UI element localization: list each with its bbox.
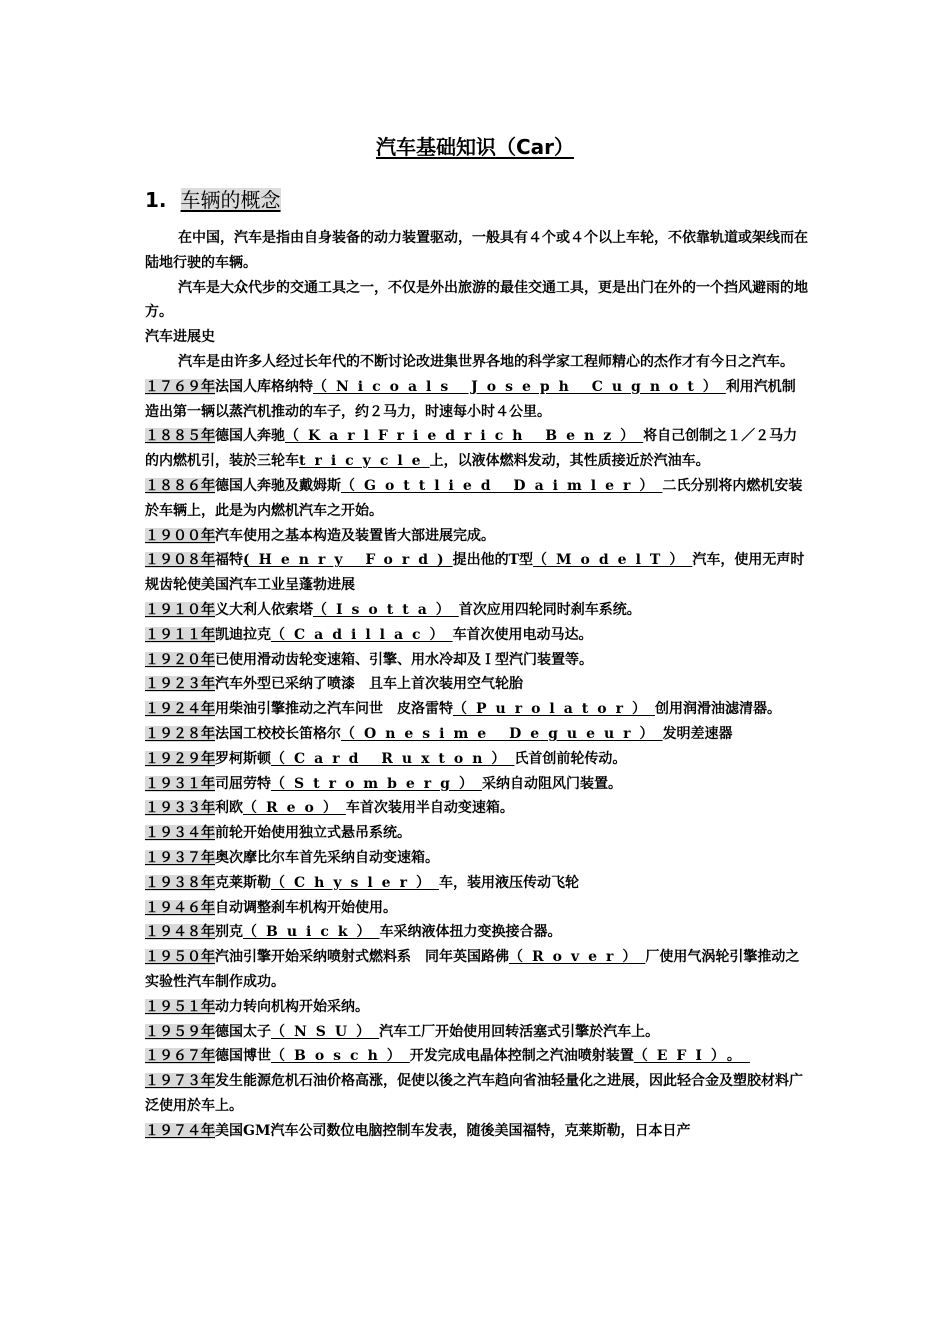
- document-title: 汽车基础知识（Car）: [375, 135, 575, 159]
- timeline-entry: [145, 995, 809, 1020]
- timeline-year: １９５０年: [145, 949, 215, 966]
- timeline-year: １９００年: [145, 527, 215, 544]
- foreign-name: （Purolator）: [453, 701, 655, 718]
- timeline-entry: [145, 623, 809, 648]
- timeline-year: １８８６年: [145, 477, 215, 494]
- foreign-name: （Rover）: [509, 949, 646, 966]
- timeline-text: 义大利人依索塔: [215, 601, 313, 618]
- timeline-text: 司屈劳特: [215, 775, 271, 792]
- timeline-year: １９０８年: [145, 552, 215, 569]
- timeline-text: 前轮开始使用独立式悬吊系统。: [215, 825, 411, 842]
- timeline-text: 利用汽机制造出第一辆以蒸汽机推动的车子，约２马力，时速每小时４公里。: [145, 378, 796, 420]
- timeline-text: 二氏分别将内燃机安装於车辆上，此是为内燃机汽车之开始。: [145, 477, 803, 519]
- timeline-entry: [145, 424, 809, 474]
- timeline-text: 动力转向机构开始采纳。: [215, 998, 369, 1015]
- timeline-text: 德国人奔驰及戴姆斯: [215, 477, 341, 494]
- timeline-entry: [145, 747, 809, 772]
- foreign-name: （Nicoals Joseph Cugnot）: [313, 378, 726, 395]
- timeline-year: １９５９年: [145, 1023, 215, 1040]
- timeline-year: １９２９年: [145, 750, 215, 767]
- document-body: [145, 226, 809, 1143]
- timeline-entry: [145, 796, 809, 821]
- timeline-entry: [145, 1044, 809, 1069]
- timeline-entry: [145, 871, 809, 896]
- timeline-text: 凯迪拉克: [215, 626, 271, 643]
- foreign-name: （Reo）: [243, 800, 346, 817]
- timeline-entry: [145, 672, 809, 697]
- timeline-entry: [145, 524, 809, 549]
- timeline-year: １９７３年: [145, 1073, 215, 1090]
- timeline-text: 发明差速器: [662, 725, 733, 742]
- foreign-name: tricycle: [299, 453, 430, 470]
- timeline-year: １９３８年: [145, 874, 215, 891]
- timeline-entry: [145, 846, 809, 871]
- foreign-name: （Onesime Degueur）: [341, 725, 663, 742]
- timeline-text: 利欧: [215, 800, 243, 817]
- timeline-text: 汽车使用之基本构造及装置皆大部进展完成。: [215, 527, 495, 544]
- timeline-text: 氏首创前轮传动。: [514, 750, 627, 767]
- timeline-year: １９３１年: [145, 775, 215, 792]
- timeline-year: １９３７年: [145, 849, 215, 866]
- timeline-text: 福特: [215, 552, 243, 569]
- timeline-year: １８８５年: [145, 428, 215, 445]
- timeline-text: 上，以液体燃料发动，其性质接近於汽油车。: [429, 453, 710, 470]
- timeline-entry: [145, 1020, 809, 1045]
- timeline-text: 德国人奔驰: [215, 428, 285, 445]
- timeline-year: １９２８年: [145, 725, 215, 742]
- timeline-text: 已使用滑动齿轮变速箱、引擎、用水冷却及Ｉ型汽门装置等。: [215, 651, 593, 668]
- timeline-text: 开发完成电晶体控制之汽油喷射装置: [409, 1048, 634, 1065]
- timeline-entry: [145, 648, 809, 673]
- timeline-text: 创用润滑油滤清器。: [655, 701, 781, 718]
- timeline-year: １９４８年: [145, 924, 215, 941]
- section-heading: [145, 185, 281, 215]
- timeline-year: １９７４年: [145, 1122, 215, 1139]
- timeline-year: １９６７年: [145, 1048, 215, 1065]
- timeline-text: 将自己创制之１／２马力的内燃机引，装於三轮车: [145, 428, 798, 470]
- timeline-entry: [145, 772, 809, 797]
- section-heading-text: 车辆的概念: [180, 188, 281, 212]
- timeline-year: １９３４年: [145, 825, 215, 842]
- timeline-year: １９２０年: [145, 651, 215, 668]
- timeline-entry: [145, 375, 809, 425]
- timeline-year: １９１１年: [145, 626, 215, 643]
- paragraph: 在中国，汽车是指由自身装备的动力装置驱动，一般具有４个或４个以上车轮，不依靠轨道或架线而在陆地行驶的车辆。: [145, 230, 808, 271]
- timeline-text: 车，装用液压传动飞轮: [438, 874, 579, 891]
- timeline-entry: [145, 920, 809, 945]
- foreign-name: （Bosch）: [271, 1048, 410, 1065]
- timeline-text: 车首次装用半自动变速箱。: [345, 800, 514, 817]
- timeline-year: １９２３年: [145, 676, 215, 693]
- timeline-text: 汽车工厂开始使用回转活塞式引擎於汽车上。: [379, 1023, 660, 1040]
- foreign-name: （Chysler）: [271, 874, 439, 891]
- timeline-text: 用柴油引擎推动之汽车问世 皮洛雷特: [215, 701, 453, 718]
- foreign-name: （Isotta）: [313, 601, 459, 618]
- foreign-name: （Gottlied Daimler）: [341, 477, 663, 494]
- section-number: 1.: [145, 188, 167, 212]
- timeline-text: 汽油引擎开始采纳喷射式燃料系 同年英国路佛: [215, 949, 509, 966]
- history-heading: 汽车进展史: [145, 329, 215, 346]
- timeline-entry: [145, 1119, 809, 1144]
- timeline-text: 车首次使用电动马达。: [452, 626, 593, 643]
- timeline: [145, 375, 809, 1144]
- foreign-name: (Henry Ford): [243, 552, 453, 569]
- timeline-text: 克莱斯勒: [215, 874, 271, 891]
- timeline-text: 发生能源危机石油价格高涨，促使以後之汽车趋向省油轻量化之进展，因此轻合金及塑胶材料广泛使用於车上。: [145, 1073, 803, 1114]
- timeline-entry: [145, 1069, 809, 1119]
- paragraph: 汽车是大众代步的交通工具之一，不仅是外出旅游的最佳交通工具，更是出门在外的一个挡风避雨的地方。: [145, 279, 808, 321]
- timeline-text: 别克: [215, 924, 243, 941]
- timeline-year: １９１０年: [145, 601, 215, 618]
- foreign-name: （NSU）: [271, 1023, 380, 1040]
- foreign-name: （ModelT）: [533, 552, 693, 569]
- history-intro: 汽车是由许多人经过长年代的不断讨论改进集世界各地的科学家工程师精心的杰作才有今日之汽车。: [178, 353, 794, 370]
- foreign-name: （Card Ruxton）: [271, 750, 515, 767]
- timeline-entry: [145, 697, 809, 722]
- timeline-entry: [145, 821, 809, 846]
- timeline-text: 罗柯斯顿: [215, 750, 271, 767]
- timeline-year: １７６９年: [145, 378, 215, 395]
- timeline-text: 首次应用四轮同时刹车系统。: [458, 601, 641, 618]
- foreign-name: （EFI）。: [633, 1048, 750, 1065]
- timeline-text: 汽车，使用无声时规齿轮使美国汽车工业呈蓬勃进展: [145, 552, 805, 594]
- foreign-name: （KarlFriedrich Benz）: [285, 428, 644, 445]
- timeline-text: 法国工校校长笛格尔: [215, 725, 341, 742]
- timeline-entry: [145, 896, 809, 921]
- timeline-year: １９３３年: [145, 800, 215, 817]
- timeline-entry: [145, 598, 809, 623]
- timeline-text: 采纳自动阻风门装置。: [481, 775, 622, 792]
- timeline-text: 厂使用气涡轮引擎推动之实验性汽车制作成功。: [145, 949, 800, 990]
- timeline-entry: [145, 722, 809, 747]
- timeline-text: 提出他的T型: [452, 552, 534, 569]
- foreign-name: （Cadillac）: [271, 626, 453, 643]
- timeline-entry: [145, 548, 809, 598]
- timeline-year: １９４６年: [145, 899, 215, 916]
- timeline-entry: [145, 474, 809, 524]
- timeline-text: 德国太子: [215, 1023, 271, 1040]
- foreign-name: （Buick）: [243, 924, 380, 941]
- timeline-year: １９５１年: [145, 998, 215, 1015]
- timeline-text: 汽车外型已采纳了喷漆 且车上首次装用空气轮胎: [215, 676, 523, 693]
- timeline-text: 美国GM汽车公司数位电脑控制车发表，随後美国福特，克莱斯勒，日本日产: [215, 1122, 691, 1139]
- timeline-entry: [145, 945, 809, 995]
- timeline-text: 车采纳液体扭力变换接合器。: [379, 924, 562, 941]
- timeline-text: 德国博世: [215, 1048, 271, 1065]
- timeline-text: 奥次摩比尔车首先采纳自动变速箱。: [215, 849, 439, 866]
- timeline-text: 法国人库格纳特: [215, 378, 313, 395]
- timeline-text: 自动调整刹车机构开始使用。: [215, 899, 397, 916]
- timeline-year: １９２４年: [145, 701, 215, 718]
- foreign-name: （Stromberg）: [271, 775, 482, 792]
